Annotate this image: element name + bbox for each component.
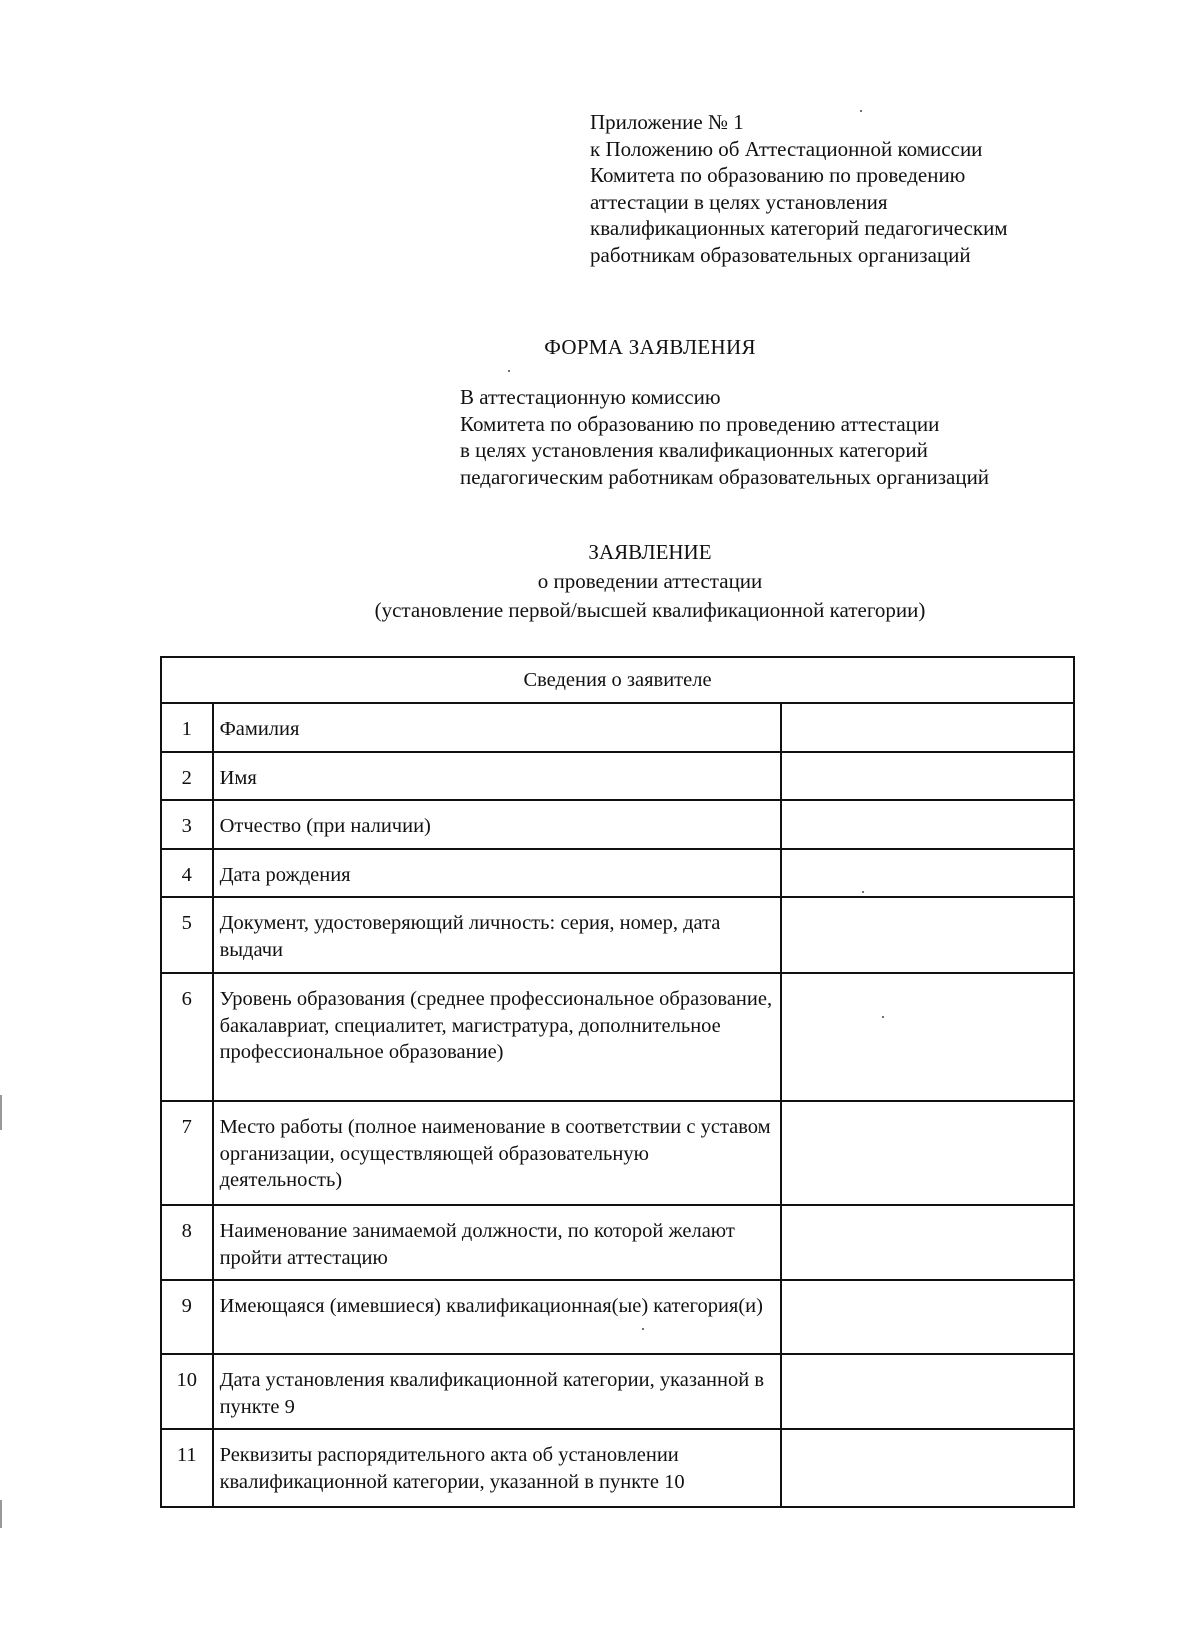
applicant-info-table — [160, 656, 1075, 1508]
appendix-line: к Положению об Аттестационной комиссии — [590, 136, 983, 161]
table-row — [161, 752, 1074, 801]
row-number: 3 — [161, 800, 213, 849]
table-row — [161, 800, 1074, 849]
scan-edge-mark — [0, 1500, 2, 1528]
row-number: 1 — [161, 703, 213, 752]
addressee-line: в целях установления квалификационных категорий — [460, 438, 928, 462]
table-header-row — [161, 657, 1074, 703]
row-number: 6 — [161, 973, 213, 1101]
addressee-line: Комитета по образованию по проведению аттестации — [460, 411, 940, 436]
scan-speck — [862, 891, 864, 893]
statement-subtitle: о проведении аттестации — [537, 569, 763, 593]
table-row — [161, 1354, 1074, 1429]
row-value-field[interactable] — [781, 897, 1074, 973]
appendix-line: Комитета по образованию по проведению — [590, 163, 966, 187]
statement-title: ЗАЯВЛЕНИЕ — [588, 540, 712, 564]
table-row — [161, 1429, 1074, 1507]
table-row — [161, 1205, 1074, 1280]
row-label: Имя — [213, 752, 782, 801]
row-number: 5 — [161, 897, 213, 973]
row-label: Фамилия — [213, 703, 782, 752]
scan-edge-mark — [0, 1095, 2, 1130]
table-row — [161, 973, 1074, 1101]
statement-note: (установление первой/высшей квалификационной категории) — [374, 598, 926, 622]
row-label: Место работы (полное наименование в соответствии с уставом организации, осуществляющей образовательную деятельность) — [213, 1101, 782, 1205]
table-row — [161, 1280, 1074, 1354]
row-number: 2 — [161, 752, 213, 801]
row-label: Наименование занимаемой должности, по которой желают пройти аттестацию — [213, 1205, 782, 1280]
scan-speck — [860, 110, 862, 112]
scan-speck — [882, 1016, 884, 1018]
row-number: 4 — [161, 849, 213, 898]
row-value-field[interactable] — [781, 973, 1074, 1101]
appendix-line: работникам образовательных организаций — [590, 242, 971, 267]
row-label: Реквизиты распорядительного акта об установлении квалификационной категории, указанной в пункте 10 — [213, 1429, 782, 1507]
row-value-field[interactable] — [781, 1280, 1074, 1354]
row-label: Дата рождения — [213, 849, 782, 898]
row-value-field[interactable] — [781, 800, 1074, 849]
row-value-field[interactable] — [781, 1429, 1074, 1507]
row-label: Имеющаяся (имевшиеся) квалификационная(ые) категория(и) — [213, 1280, 782, 1354]
row-number: 10 — [161, 1354, 213, 1429]
row-number: 8 — [161, 1205, 213, 1280]
scan-speck — [642, 1328, 644, 1330]
row-value-field[interactable] — [781, 1101, 1074, 1205]
addressee-line: В аттестационную комиссию — [460, 385, 721, 409]
form-title: ФОРМА ЗАЯВЛЕНИЯ — [544, 335, 756, 359]
row-label: Уровень образования (среднее профессиональное образование, бакалавриат, специалитет, магистратура, дополнительное профессиональное образование) — [213, 973, 782, 1101]
row-number: 11 — [161, 1429, 213, 1507]
appendix-line: квалификационных категорий педагогическим — [590, 216, 1008, 240]
row-number: 9 — [161, 1280, 213, 1354]
table-row — [161, 849, 1074, 898]
row-label: Дата установления квалификационной категории, указанной в пункте 9 — [213, 1354, 782, 1429]
row-value-field[interactable] — [781, 703, 1074, 752]
row-value-field[interactable] — [781, 1354, 1074, 1429]
addressee-line: педагогическим работникам образовательных организаций — [460, 464, 990, 489]
table-row — [161, 897, 1074, 973]
row-value-field[interactable] — [781, 1205, 1074, 1280]
row-value-field[interactable] — [781, 849, 1074, 898]
scan-speck — [508, 370, 510, 372]
table-row — [161, 1101, 1074, 1205]
addressee-block — [460, 384, 1100, 490]
appendix-note — [590, 109, 1090, 268]
table-header: Сведения о заявителе — [161, 657, 1074, 703]
table-row — [161, 703, 1074, 752]
row-value-field[interactable] — [781, 752, 1074, 801]
statement-heading — [0, 538, 1200, 625]
row-number: 7 — [161, 1101, 213, 1205]
appendix-line: Приложение № 1 — [590, 110, 744, 134]
row-label: Отчество (при наличии) — [213, 800, 782, 849]
appendix-line: аттестации в целях установления — [590, 189, 888, 214]
row-label: Документ, удостоверяющий личность: серия, номер, дата выдачи — [213, 897, 782, 973]
